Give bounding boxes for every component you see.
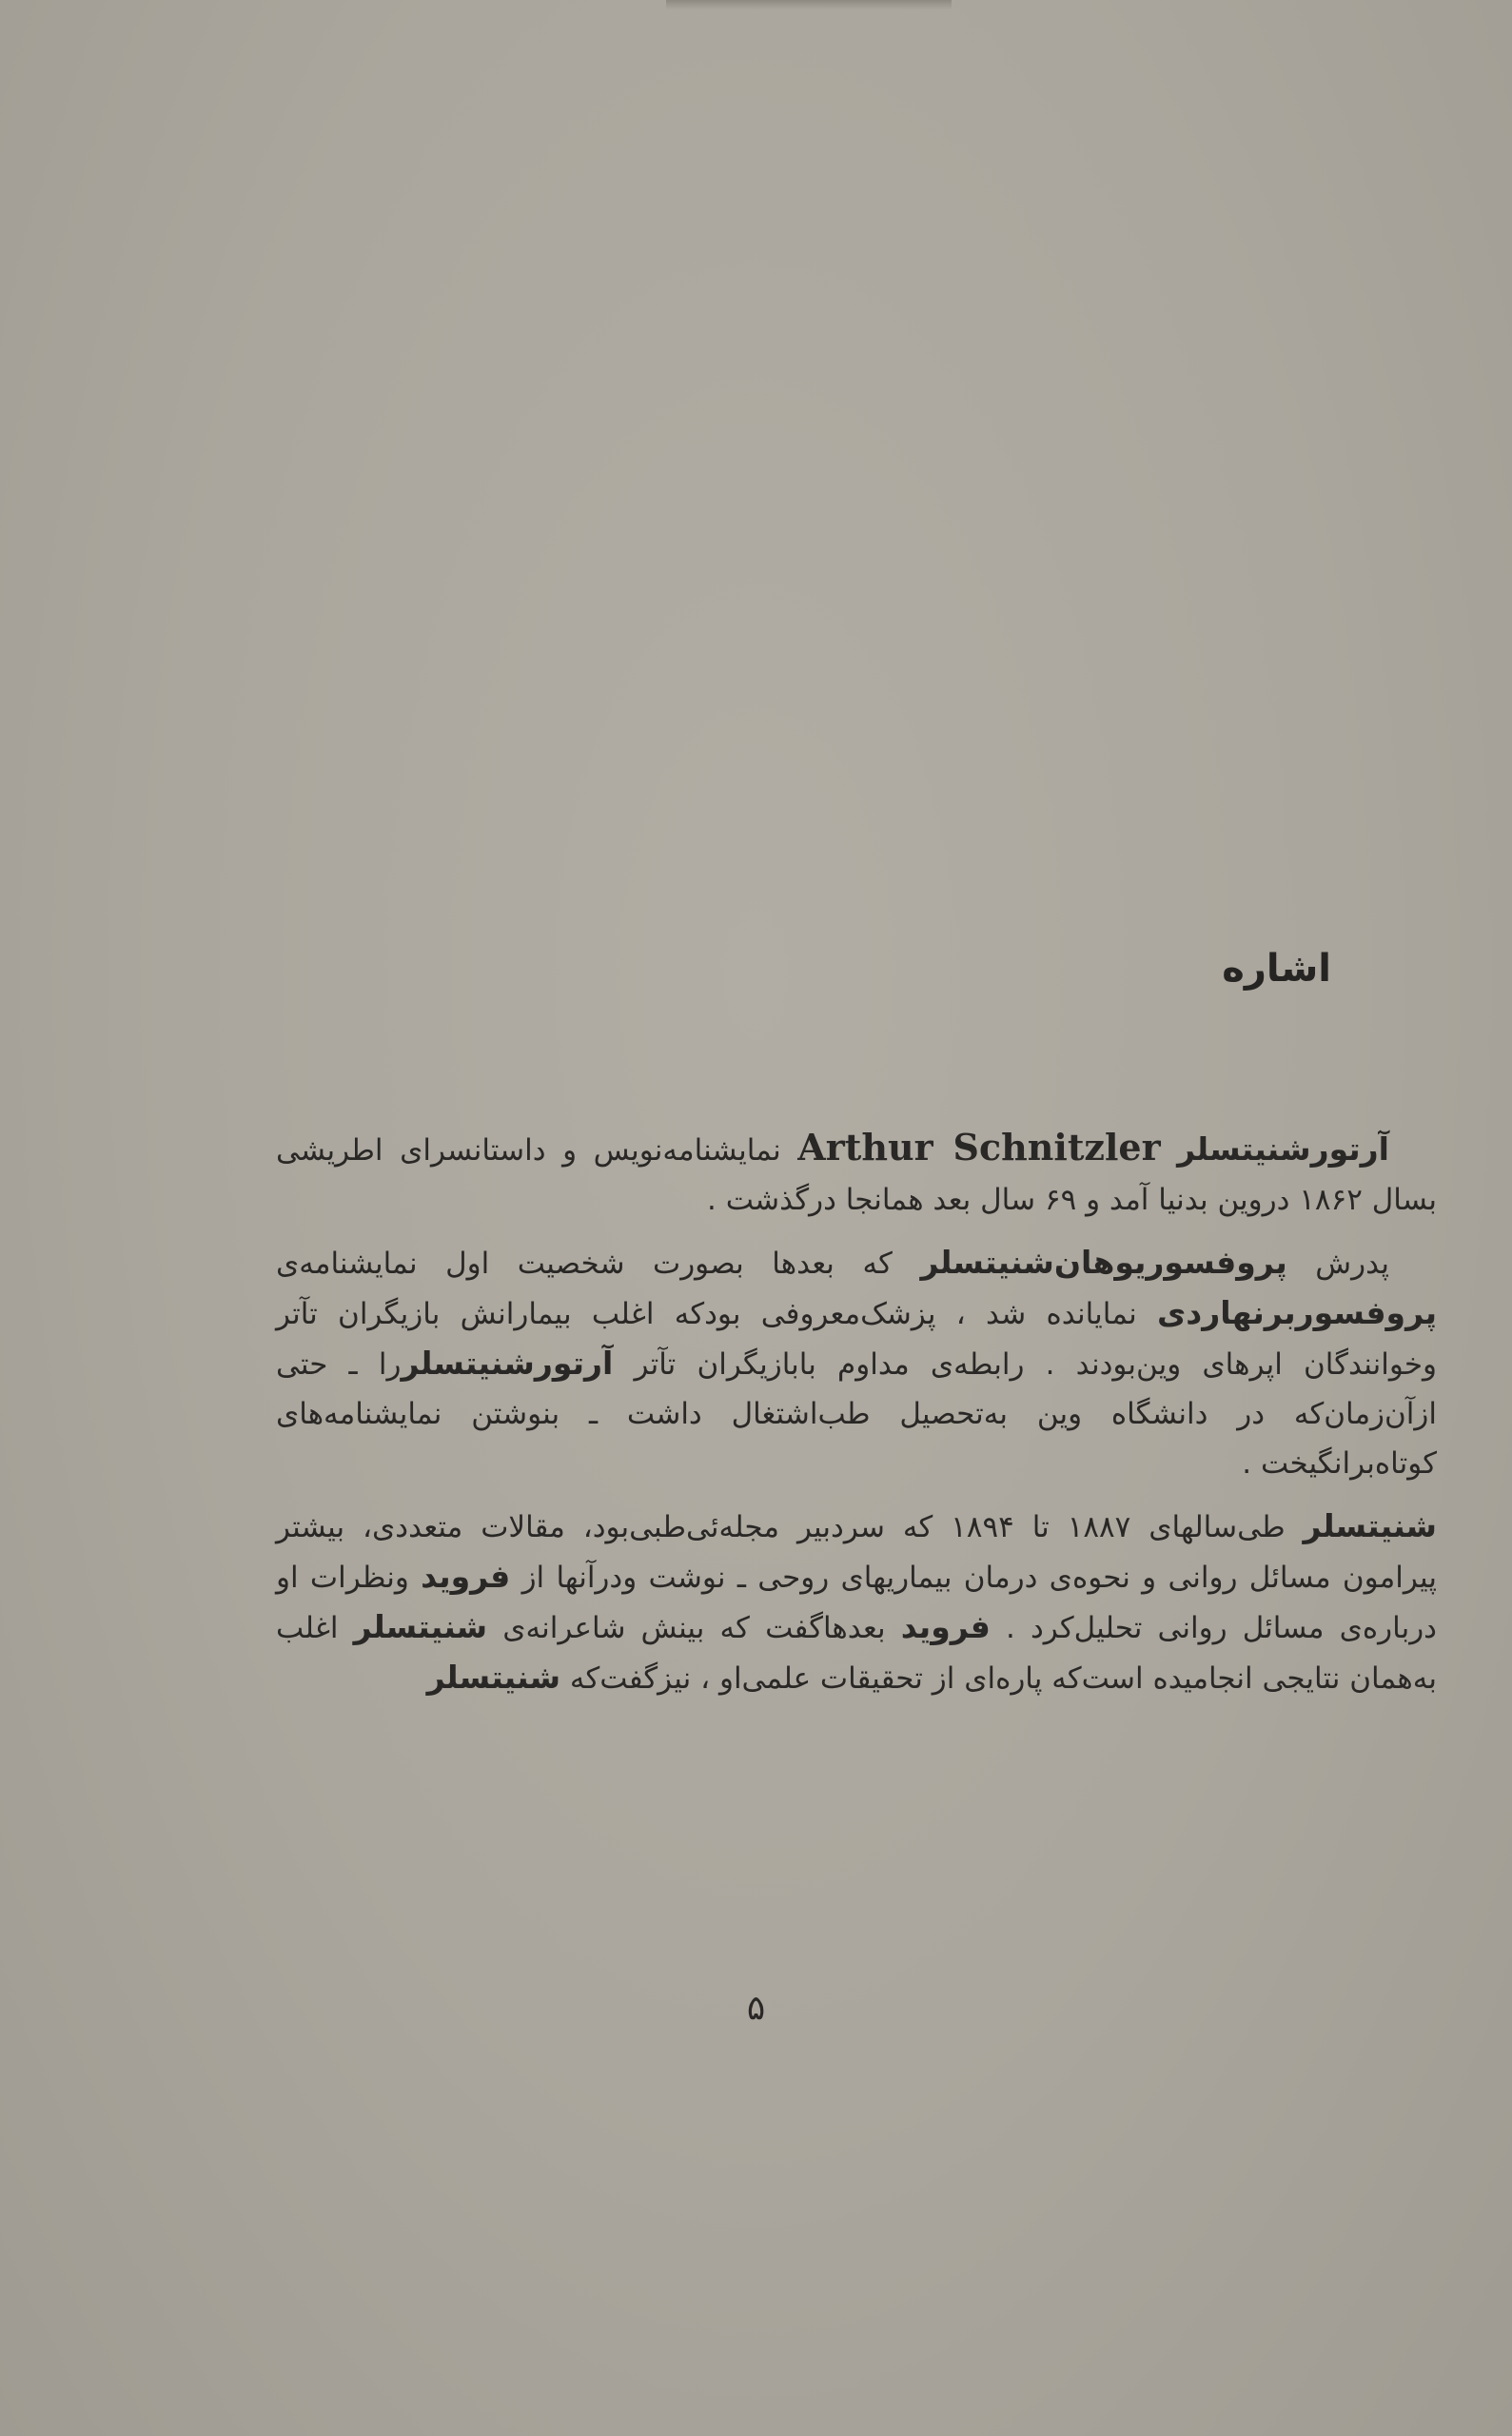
text-run: بعدهاگفت که بینش شاعرانه‌ی xyxy=(487,1611,901,1645)
body-text xyxy=(276,1123,1437,1717)
section-heading: اشاره xyxy=(1222,947,1331,991)
text-run: را ـ حتی ازآن‌زمان‌که در دانشگاه وین به‌تحصیل طب‌اشتغال داشت ـ بنوشتن نمایشنامه‌های کوتاه‌برانگیخت . xyxy=(276,1347,1437,1481)
bold-name: شنیتسلر xyxy=(426,1659,561,1696)
paragraph-2 xyxy=(276,1238,1437,1488)
bold-name: فروید xyxy=(900,1608,991,1645)
text-run: ونظرات او درباره‌ی مسائل روانی تحلیل‌کرد . xyxy=(276,1561,1437,1645)
paragraph-1 xyxy=(276,1123,1437,1225)
text-run: که بعدها بصورت شخصیت اول نمایشنامه‌ی xyxy=(276,1247,921,1281)
bold-name: پروفسوربرنهاردی xyxy=(1157,1294,1437,1331)
text-run: نمایانده شد ، پزشک‌معروفی بودکه اغلب بیمارانش بازیگران تآتر وخوانندگان اپرهای وین‌بودند . رابطه‌ی مداوم بابازیگران تآتر xyxy=(276,1297,1438,1382)
latin-name: Arthur Schnitzler xyxy=(797,1126,1161,1169)
text-run xyxy=(1161,1133,1178,1168)
bold-name: شنیتسلر xyxy=(353,1608,488,1645)
text-run: پدرش xyxy=(1286,1247,1389,1281)
page-edge-shadow xyxy=(666,0,952,10)
page-number: ۵ xyxy=(746,1989,766,2028)
text-run: نمایشنامه‌نویس و داستانسرای اطریشی بسال ۱۸۶۲ دروین بدنیا آمد و ۶۹ سال بعد همانجا درگذشت . xyxy=(276,1133,1437,1217)
paragraph-3 xyxy=(276,1502,1437,1703)
bold-name: شنیتسلر xyxy=(1303,1507,1437,1544)
bold-name: فروید xyxy=(421,1558,511,1595)
text-run: طی‌سالهای ۱۸۸۷ تا ۱۸۹۴ که سردبیر مجله‌ئی‌طبی‌بود، مقالات متعددی، بیشتر پیرامون مسائل روانی و نحوه‌ی درمان بیماریهای روحی ـ نوشت ودرآنها از xyxy=(276,1510,1437,1595)
bold-name: آرتورشنیتسلر xyxy=(1177,1130,1389,1168)
bold-name: آرتورشنیتسلر xyxy=(401,1345,614,1382)
bold-name: پروفسوریوهان‌شنیتسلر xyxy=(920,1244,1287,1281)
text-run: اغلب به‌همان نتایجی انجامیده است‌که پاره‌ای از تحقیقات علمی‌او ، نیزگفت‌که xyxy=(276,1611,1437,1696)
